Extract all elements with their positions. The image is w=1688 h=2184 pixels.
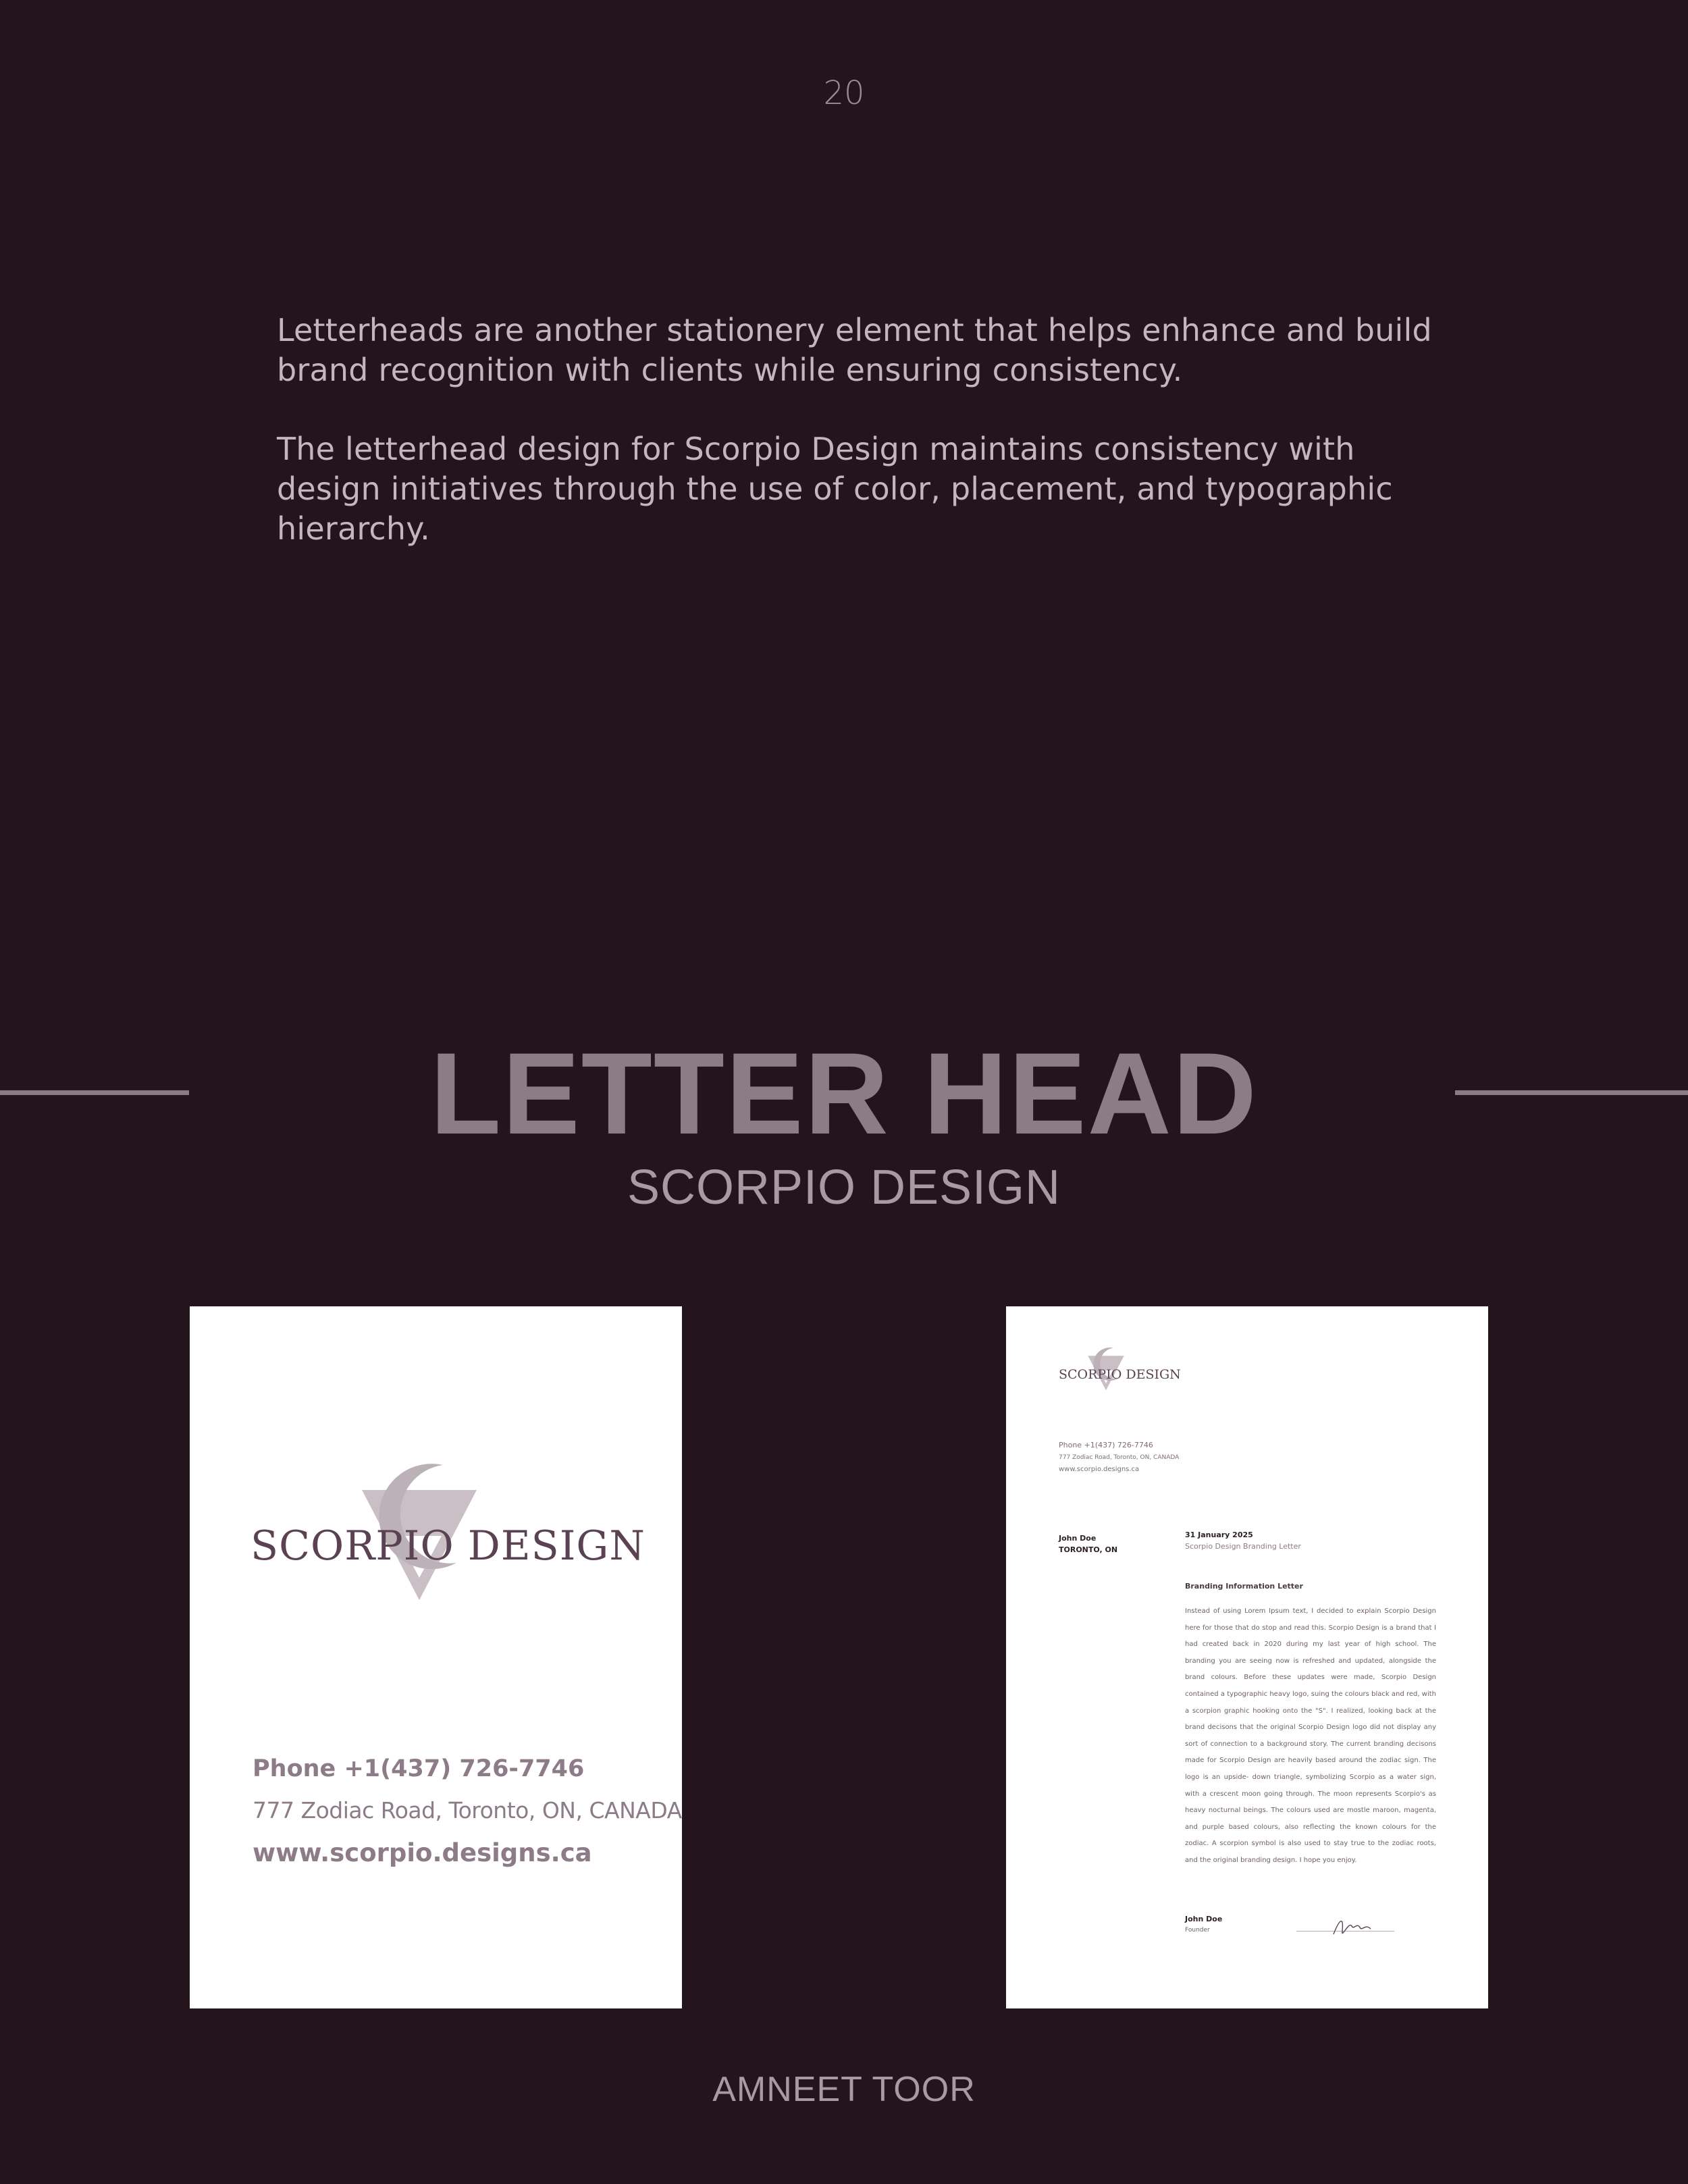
section-subtitle: SCORPIO DESIGN [627,1161,1061,1215]
business-card-website: www.scorpio.designs.ca [253,1838,592,1867]
letterhead-recipient [1059,1533,1117,1555]
signer-name: John Doe [1185,1915,1223,1923]
letter-date: 31 January 2025 [1185,1530,1253,1539]
letter-subject: Scorpio Design Branding Letter [1185,1542,1301,1551]
letterhead-page [1006,1306,1488,2008]
letterhead-website: www.scorpio.designs.ca [1059,1466,1140,1473]
business-card-logo-text: SCORPIO DESIGN [250,1522,645,1570]
business-card [190,1306,682,2008]
page-number: 20 [823,74,865,112]
author-name: AMNEET TOOR [712,2070,976,2109]
letter-body: Instead of using Lorem Ipsum text, I decided to explain Scorpio Design here for those that do stop and read this. Scorpio Design is a brand that I had created back in 2020 during my last year of high school. The branding you are seeing now is refreshed and updated, alongside the brand colours. Before these updates were made, Scorpio Design contained a typographic heavy logo, suing the colours black and red, with a scorpion graphic hooking onto the "S". I realized, looking back at the brand decisons that the original Scorpio Design logo did not display any sort of connection to a background story. The current branding decisons made for Scorpio Design are heavily based around the zodiac sign. The logo is an upside- down triangle, symbolizing Scorpio as a water sign, with a crescent moon going through. The moon represents Scorpio's as heavy nocturnal beings. The colours used are mostle maroon, magenta, and purple based colours, also reflecting the known colours for the zodiac. A scorpion symbol is also used to stay true to the zodiac roots, and the original branding design. I hope you enjoy. [1185,1607,1436,1864]
business-card-address: 777 Zodiac Road, Toronto, ON, CANADA [253,1797,682,1823]
letterhead-logo [1059,1347,1181,1394]
letterhead-phone: Phone +1(437) 726-7746 [1059,1441,1153,1449]
letterhead-contact [1059,1439,1179,1476]
letterhead-logo-text: SCORPIO DESIGN [1059,1367,1181,1382]
recipient-location: TORONTO, ON [1059,1545,1118,1554]
business-card-logo [250,1462,645,1630]
signer-role: Founder [1185,1927,1210,1934]
business-card-info [253,1755,682,1867]
letterhead-date-block [1185,1529,1301,1552]
section-title: LETTER HEAD [430,1029,1258,1158]
business-card-phone: Phone +1(437) 726-7746 [253,1755,585,1782]
recipient-name: John Doe [1059,1534,1097,1543]
letter-signer [1185,1914,1222,1936]
letterhead-address: 777 Zodiac Road, Toronto, ON, CANADA [1059,1454,1180,1461]
signature-icon [1330,1914,1377,1941]
letter-heading: Branding Information Letter [1185,1582,1303,1591]
intro-text [277,311,1465,588]
intro-paragraph-1: Letterheads are another stationery element that helps enhance and build brand recognition with clients while ensuring consistency. [277,312,1432,388]
intro-paragraph-2: The letterhead design for Scorpio Design maintains consistency with design initiatives through the use of color, placement, and typographic hierarchy. [277,431,1393,547]
